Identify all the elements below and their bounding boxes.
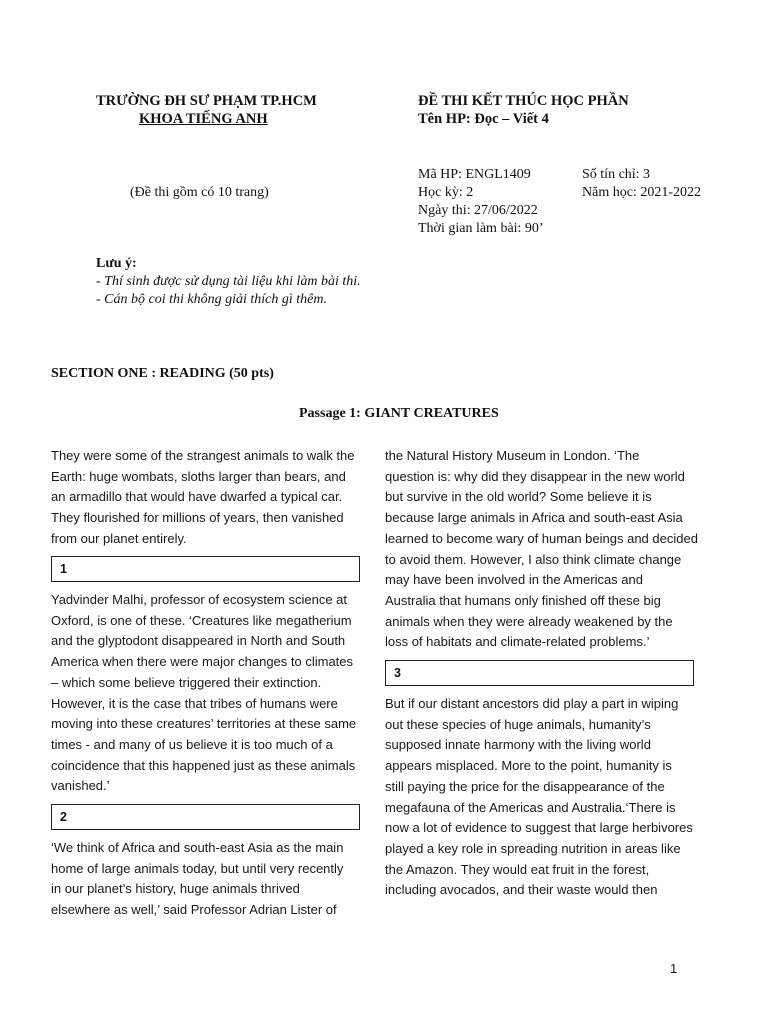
text-line: They were some of the strangest animals to walk the — [51, 448, 355, 463]
text-line: megafauna of the Americas and Australia.‘There is — [385, 799, 676, 815]
course-name: Tên HP: Đọc – Viết 4 — [418, 111, 549, 127]
text-line: but survive in the old world? Some believe it is — [385, 489, 652, 505]
text-line: supposed innate harmony with the living world — [385, 737, 651, 753]
section-title: SECTION ONE : READING (50 pts) — [51, 366, 274, 381]
text-line: moving into these creatures’ territories at these same — [51, 716, 357, 732]
text-line: loss of habitats and climate-related problems.’ — [385, 634, 650, 650]
text-line: still paying the price for the disappearance of the — [385, 778, 665, 794]
left-paragraph-3 — [51, 838, 381, 921]
page-count-note: (Đề thi gồm có 10 trang) — [130, 185, 269, 200]
note-item: - Thí sinh được sử dụng tài liệu khi làm bài thi. — [96, 274, 361, 289]
text-line: in our planet’s history, huge animals thrived — [51, 881, 300, 897]
exam-title: ĐỀ THI KẾT THÚC HỌC PHẦN — [418, 93, 629, 109]
text-line: vanished.’ — [51, 778, 110, 794]
text-line: and the glyptodont disappeared in North and South — [51, 633, 346, 649]
credits: Số tín chỉ: 3 — [582, 167, 651, 182]
answer-box-1[interactable] — [51, 556, 360, 582]
semester: Học kỳ: 2 — [418, 185, 474, 200]
text-line: appears misplaced. More to the point, humanity is — [385, 758, 672, 774]
text-line: the Natural History Museum in London. ‘The — [385, 448, 640, 463]
text-line: an armadillo that would have dwarfed a typical car. — [51, 489, 343, 505]
school-year: Năm học: 2021-2022 — [582, 185, 701, 200]
text-line: may have been involved in the Americas and — [385, 572, 643, 588]
exam-date: Ngày thi: 27/06/2022 — [418, 203, 538, 218]
text-line: However, it is the case that tribes of humans were — [51, 695, 338, 711]
text-line: But if our distant ancestors did play a part in wiping — [385, 696, 679, 711]
text-line: out these species of huge animals, humanity’s — [385, 716, 651, 732]
right-paragraph-2 — [385, 694, 715, 901]
text-line: elsewhere as well,’ said Professor Adrian Lister of — [51, 902, 337, 918]
left-paragraph-1 — [51, 446, 381, 550]
text-line: learned to become wary of human beings and decided — [385, 530, 698, 546]
text-line: the Amazon. They would eat fruit in the forest, — [385, 861, 650, 877]
text-line: America when there were major changes to climates — [51, 654, 354, 670]
text-line: including avocados, and their waste would then — [385, 882, 658, 898]
text-line: times - and many of us believe it is too much of a — [51, 736, 333, 752]
text-line: home of large animals today, but until very recently — [51, 860, 344, 876]
answer-box-number: 3 — [394, 666, 401, 680]
answer-box-number: 1 — [60, 562, 67, 576]
note-item: - Cán bộ coi thi không giải thích gì thêm. — [96, 292, 327, 307]
text-line: coincidence that this happened just as these animals — [51, 757, 356, 773]
text-line: animals when they were already weakened by the — [385, 613, 673, 629]
text-line: question is: why did they disappear in the new world — [385, 468, 685, 484]
text-line: – which some believe triggered their extinction. — [51, 674, 322, 690]
text-line: Oxford, is one of these. ‘Creatures like megatherium — [51, 612, 352, 628]
page-number: 1 — [670, 961, 678, 976]
text-line: They flourished for millions of years, then vanished — [51, 510, 344, 526]
exam-duration: Thời gian làm bài: 90’ — [418, 221, 544, 236]
text-line: because large animals in Africa and south-east Asia — [385, 510, 683, 526]
text-line: ‘We think of Africa and south-east Asia as the main — [51, 840, 344, 855]
text-line: Australia that humans only finished off these big — [385, 592, 661, 608]
answer-box-2[interactable] — [51, 804, 360, 830]
text-line: to avoid them. However, I also think climate change — [385, 551, 682, 567]
faculty-name: KHOA TIẾNG ANH — [139, 111, 268, 127]
right-paragraph-1 — [385, 446, 715, 653]
text-line: Earth: huge wombats, sloths larger than bears, and — [51, 468, 346, 484]
text-line: now a lot of evidence to suggest that large herbivores — [385, 820, 693, 836]
answer-box-3[interactable] — [385, 660, 694, 686]
text-line: Yadvinder Malhi, professor of ecosystem science at — [51, 592, 348, 607]
school-name: TRƯỜNG ĐH SƯ PHẠM TP.HCM — [96, 93, 317, 109]
course-code: Mã HP: ENGL1409 — [418, 167, 531, 182]
text-line: played a key role in spreading nutrition in areas like — [385, 840, 681, 856]
notes-title: Lưu ý: — [96, 256, 137, 271]
passage-title: Passage 1: GIANT CREATURES — [299, 406, 499, 421]
text-line: from our planet entirely. — [51, 530, 187, 546]
left-paragraph-2 — [51, 590, 381, 797]
answer-box-number: 2 — [60, 810, 67, 824]
